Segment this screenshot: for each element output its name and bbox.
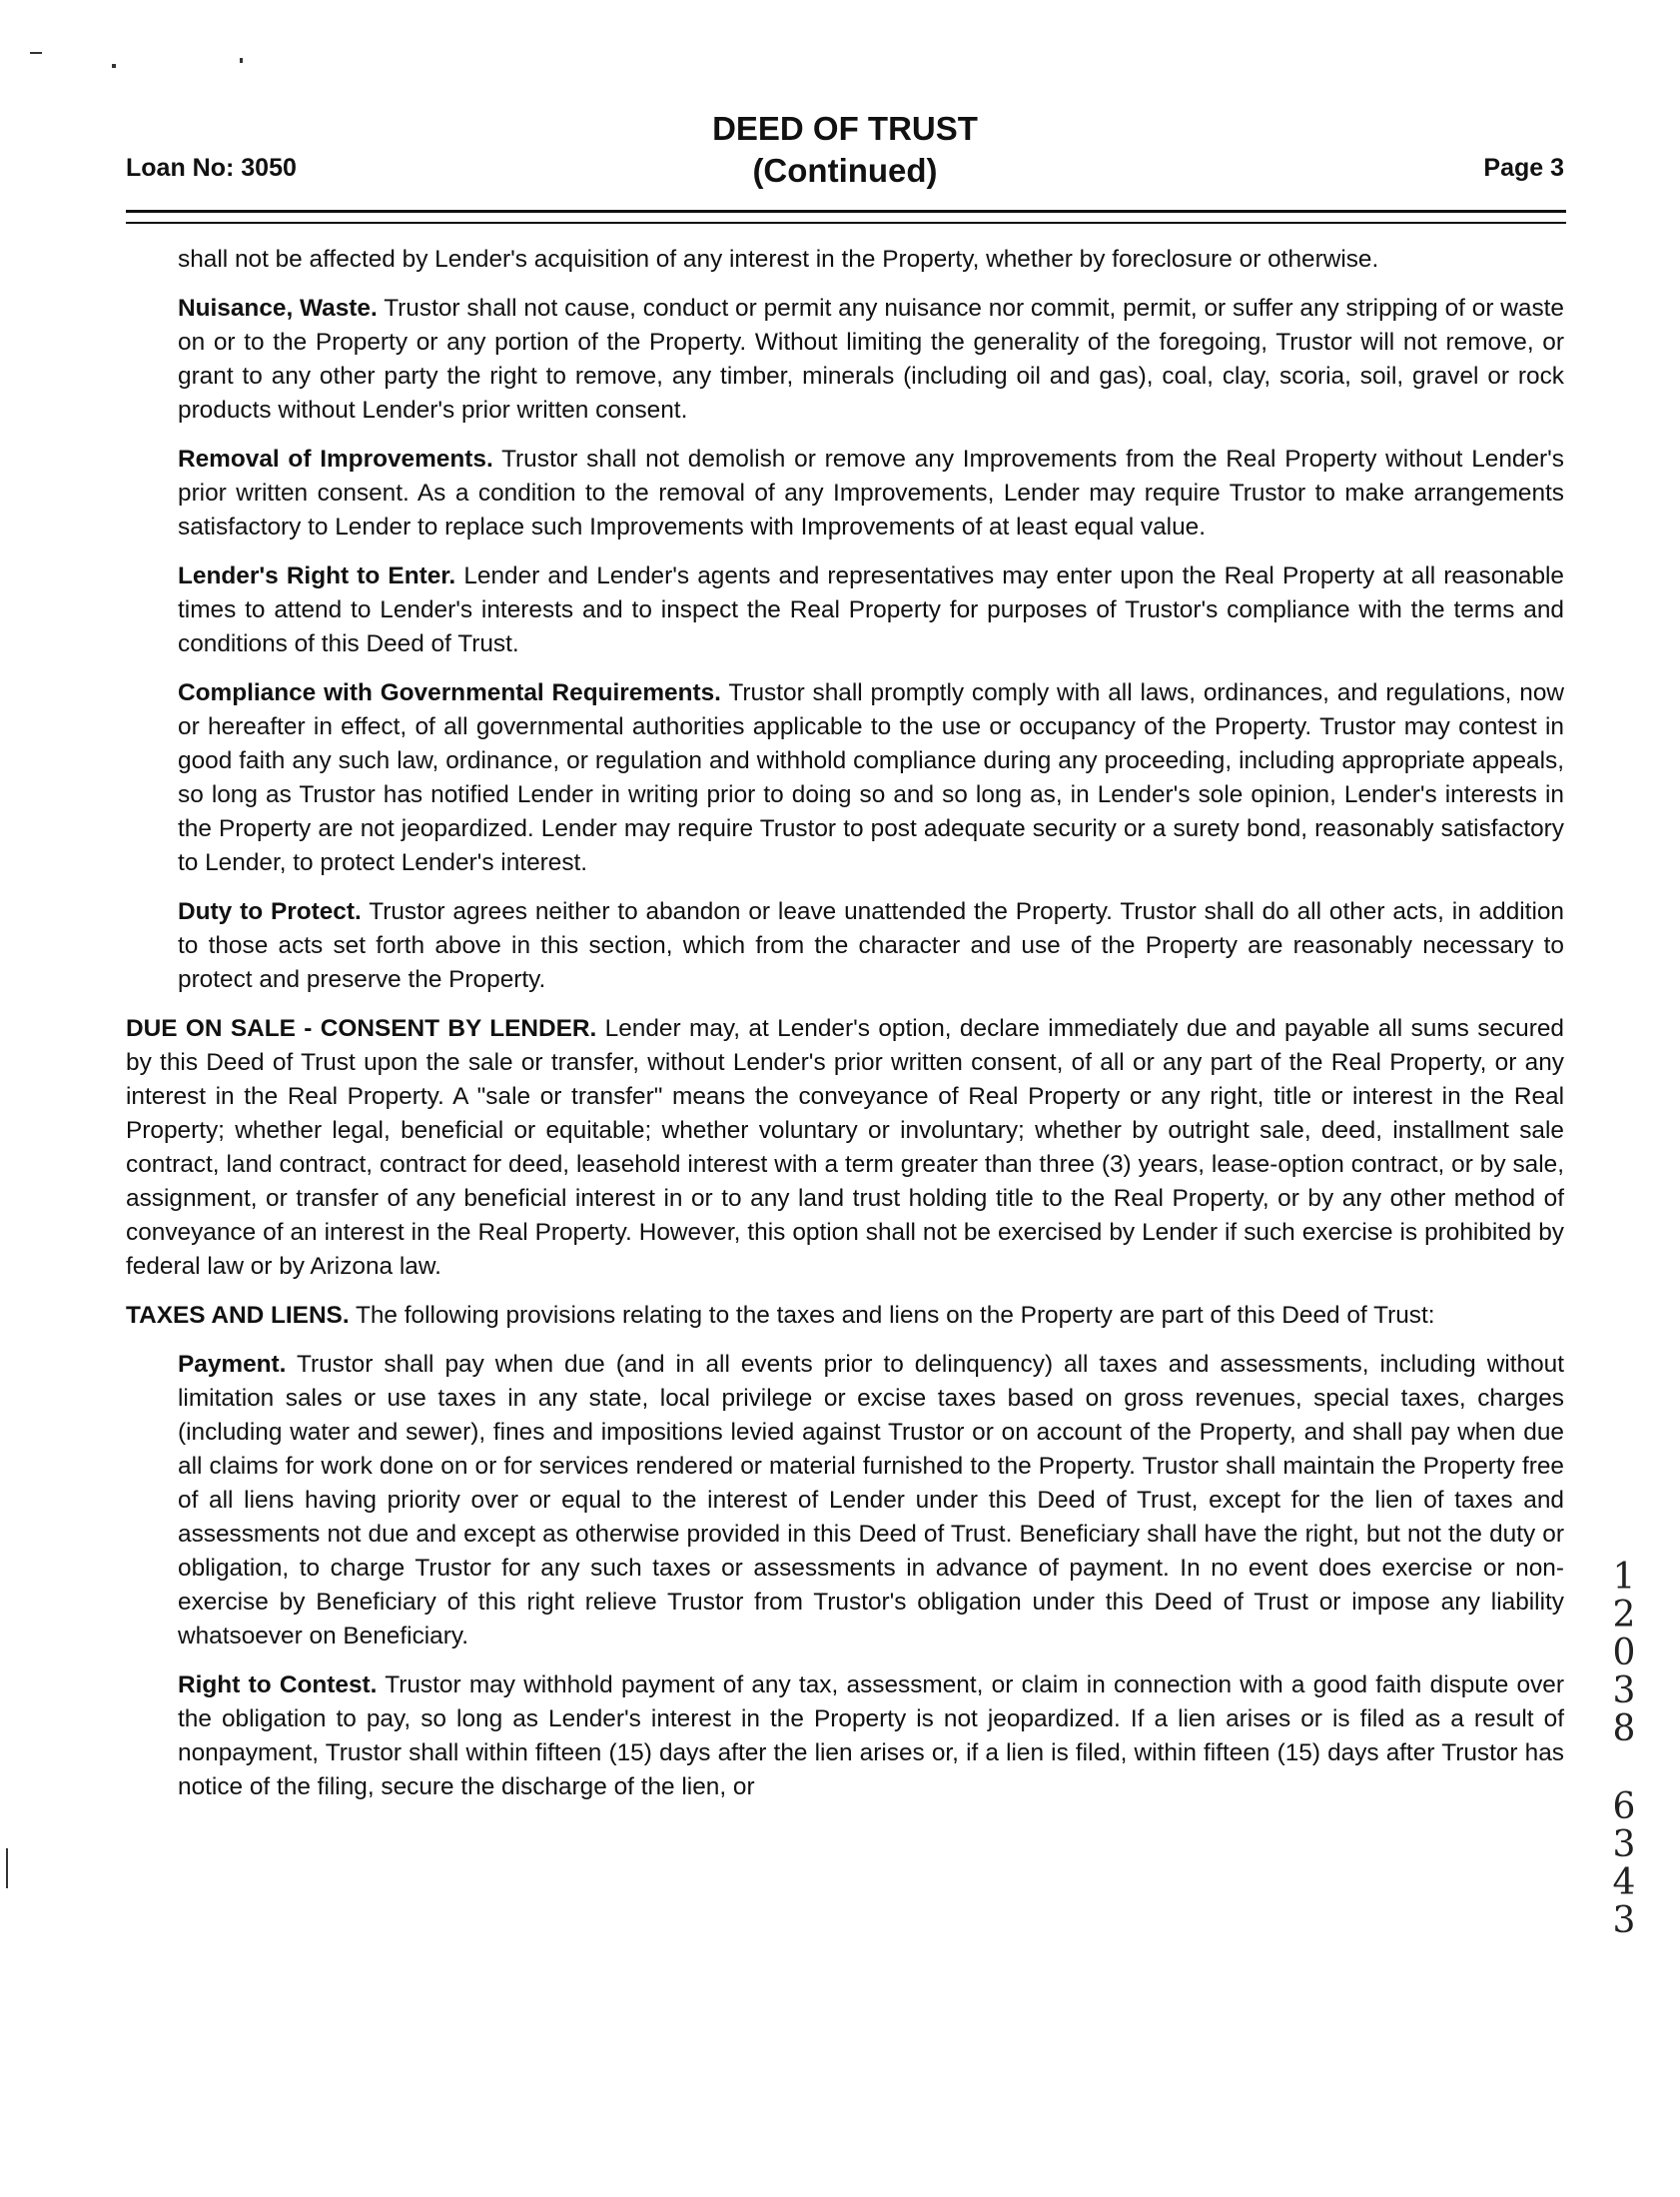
scan-speck [240,58,243,63]
section-heading: DUE ON SALE - CONSENT BY LENDER. [126,1015,597,1042]
paragraph-lenders-right-to-enter: Lender's Right to Enter. Lender and Lender's agents and representatives may enter upon the Real Property at all reasonable times to attend to Lender's interests and to inspect the Real Property for purposes of Trustor's compliance with the terms and conditions of this Deed of Trust. [178,562,1564,657]
paragraph-right-to-contest: Right to Contest. Trustor may withhold payment of any tax, assessment, or claim in connection with a good faith dispute over the obligation to pay, so long as Lender's interest in the Property is not jeopardized. If a lien arises or is filed as a result of nonpayment, Trustor shall within fifteen (15) days after the lien arises or, if a lien is filed, within fifteen (15) days after Trustor has notice of the filing, secure the discharge of the lien, or [178,1671,1564,1800]
stamp-digit: 4 [1612,1862,1636,1903]
paragraph-heading: Right to Contest. [178,1671,378,1698]
stamp-digit: 8 [1612,1708,1636,1749]
scan-speck [6,1848,8,1888]
stamp-digit: 3 [1612,1824,1636,1865]
margin-recording-stamp [1604,1559,1644,1940]
header-rule-thin [126,222,1566,224]
document-title [126,108,1564,192]
paragraph-heading: Compliance with Governmental Requirements. [178,679,721,706]
scan-speck [30,52,42,54]
page-header [126,104,1564,194]
stamp-digit: 1 [1612,1557,1636,1598]
stamp-digit: 2 [1612,1595,1636,1636]
paragraph-due-on-sale: DUE ON SALE - CONSENT BY LENDER. Lender may, at Lender's option, declare immediately due and payable all sums secured by this Deed of Trust upon the sale or transfer, without Lender's prior written consent, of all or any part of the Real Property, or any interest in the Real Property. A "sale or transfer" means the conveyance of Real Property or any right, title or interest in the Real Property; whether legal, beneficial or equitable; whether voluntary or involuntary; whether by outright sale, deed, installment sale contract, land contract, contract for deed, leasehold interest with a term greater than three (3) years, lease-option contract, or by sale, assignment, or transfer of any beneficial interest in or to any land trust holding title to the Real Property, or by any other method of conveyance of an interest in the Real Property. However, this option shall not be exercised by Lender if such exercise is prohibited by federal law or by Arizona law. [126,1015,1564,1280]
title-line-1: DEED OF TRUST [712,110,978,147]
paragraph-heading: Lender's Right to Enter. [178,562,456,589]
stamp-digit: 6 [1612,1786,1636,1827]
header-rule [126,210,1566,213]
paragraph-heading: Payment. [178,1351,287,1378]
stamp-digit: 0 [1612,1633,1636,1673]
loan-number: Loan No: 3050 [126,154,297,182]
paragraph-heading: Nuisance, Waste. [178,295,378,322]
title-line-2: (Continued) [752,152,938,189]
paragraph-duty-to-protect: Duty to Protect. Trustor agrees neither to abandon or leave unattended the Property. Trustor shall do all other acts, in addition to those acts set forth above in this section, which from the character and use of the Property are reasonably necessary to protect and preserve the Property. [178,898,1565,993]
paragraph-payment: Payment. Trustor shall pay when due (and in all events prior to delinquency) all taxes and assessments, including without limitation sales or use taxes in any state, local privilege or excise taxes based on gross revenues, special taxes, charges (including water and sewer), fines and impositions levied against Trustor or on account of the Property, and shall pay when due all claims for work done on or for services rendered or material furnished to the Property. Trustor shall maintain the Property free of all liens having priority over or equal to the interest of Lender under this Deed of Trust, except for the lien of taxes and assessments not due and except as otherwise provided in this Deed of Trust. Beneficiary shall have the right, but not the duty or obligation, to charge Trustor for any such taxes or assessments in advance of payment. In no event does exercise or non-exercise by Beneficiary of this right relieve Trustor from Trustor's obligation under this Deed of Trust or impose any liability whatsoever on Beneficiary. [178,1351,1564,1649]
scan-speck [112,64,116,68]
page-number: Page 3 [1483,154,1564,182]
document-body [126,243,1564,1819]
paragraph-removal-of-improvements: Removal of Improvements. Trustor shall not demolish or remove any Improvements from the Real Property without Lender's prior written consent. As a condition to the removal of any Improvements, Lender may require Trustor to make arrangements satisfactory to Lender to replace such Improvements with Improvements of at least equal value. [178,446,1565,541]
stamp-digit: 3 [1612,1670,1636,1711]
section-heading: TAXES AND LIENS. [126,1302,350,1329]
paragraph-taxes-and-liens: TAXES AND LIENS. The following provisions relating to the taxes and liens on the Property are part of this Deed of Trust: [126,1302,1435,1329]
paragraph-heading: Duty to Protect. [178,898,362,925]
paragraph-compliance: Compliance with Governmental Requirements. Trustor shall promptly comply with all laws, ordinances, and regulations, now or hereafter in effect, of all governmental authorities applicable to the use or occupancy of the Property. Trustor may contest in good faith any such law, ordinance, or regulation and withhold compliance during any proceeding, including appropriate appeals, so long as Trustor has notified Lender in writing prior to doing so and so long as, in Lender's sole opinion, Lender's interests in the Property are not jeopardized. Lender may require Trustor to post adequate security or a surety bond, reasonably satisfactory to Lender, to protect Lender's interest. [178,679,1565,876]
paragraph-continuation: shall not be affected by Lender's acquisition of any interest in the Property, whether by foreclosure or otherwise. [178,246,1379,273]
paragraph-nuisance-waste: Nuisance, Waste. Trustor shall not cause, conduct or permit any nuisance nor commit, permit, or suffer any stripping of or waste on or to the Property or any portion of the Property. Without limiting the generality of the foregoing, Trustor will not remove, or grant to any other party the right to remove, any timber, minerals (including oil and gas), coal, clay, scoria, soil, gravel or rock products without Lender's prior written consent. [178,295,1564,424]
paragraph-heading: Removal of Improvements. [178,446,493,473]
stamp-digit: 3 [1612,1900,1636,1941]
